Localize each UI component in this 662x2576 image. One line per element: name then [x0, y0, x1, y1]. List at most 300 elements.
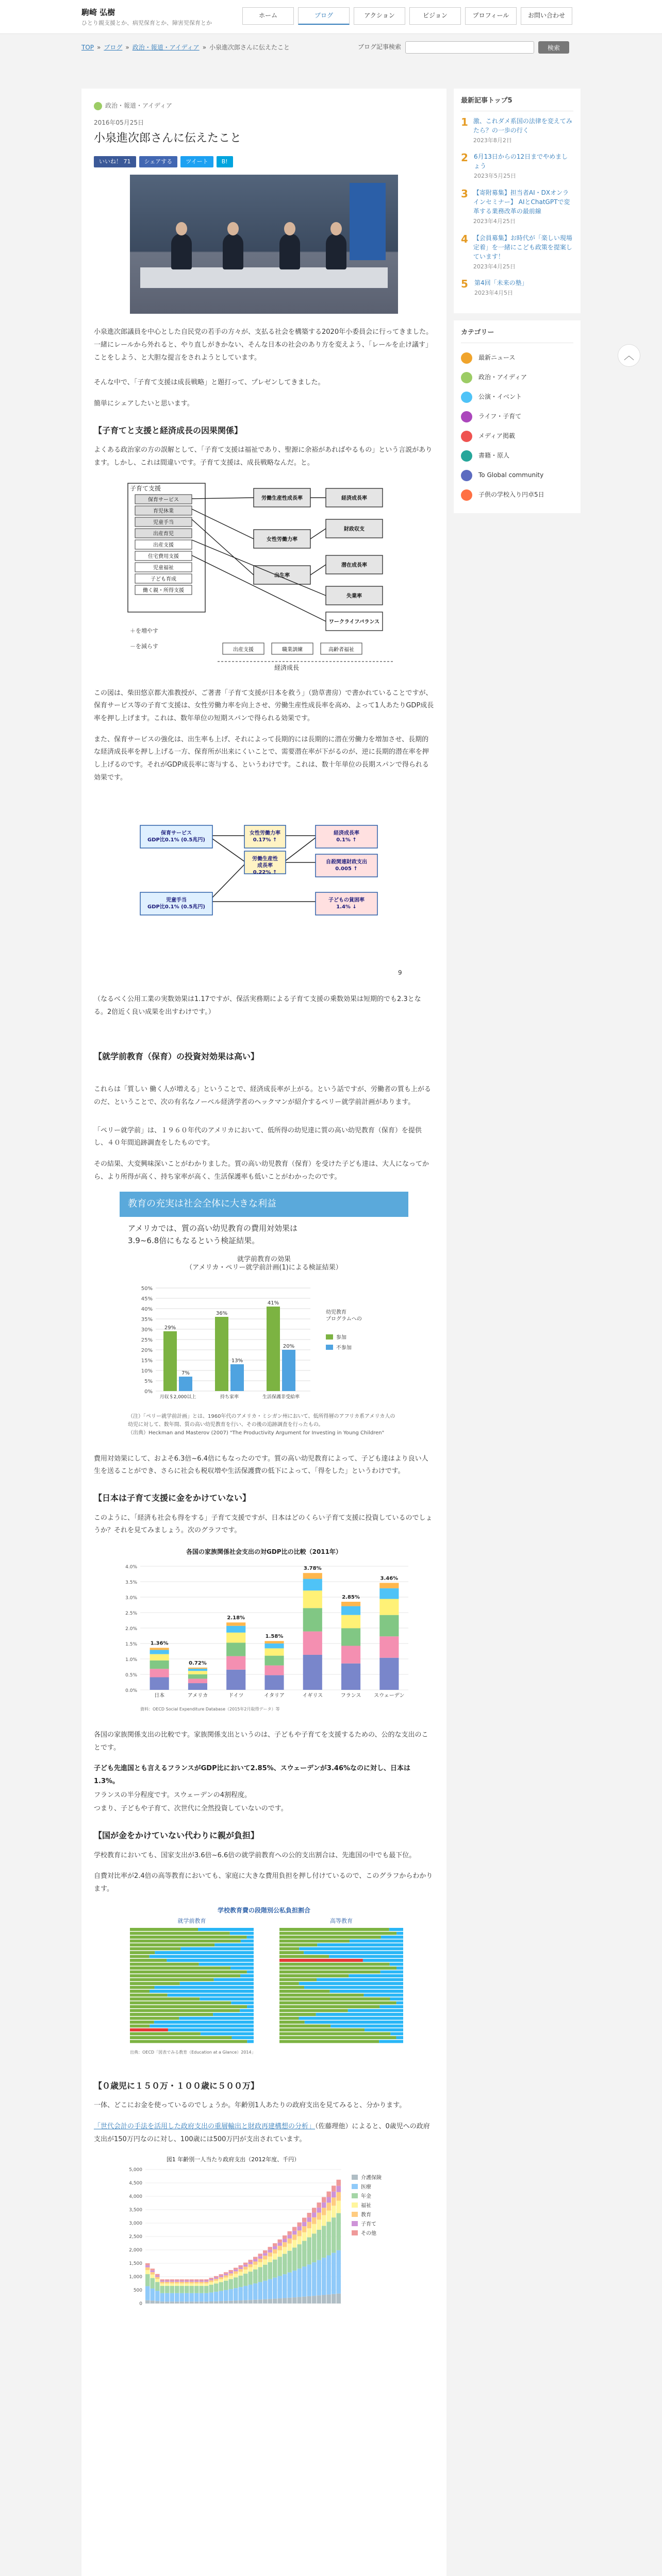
- bar-segment: [204, 2293, 209, 2301]
- bar-segment: [150, 1660, 169, 1669]
- bar-public: [279, 1943, 317, 1946]
- y-tick-label: 35%: [141, 1317, 153, 1323]
- bar-segment: [180, 2286, 185, 2293]
- legend-minus: －を減らす: [130, 642, 158, 650]
- bar-segment: [307, 2296, 312, 2303]
- multiplier-box-label: 0.17% ↑: [253, 837, 277, 843]
- bar-segment: [288, 2244, 292, 2251]
- breadcrumb-category[interactable]: 政治・報道・アイディア: [132, 44, 200, 51]
- bar-segment: [160, 2302, 165, 2304]
- bar-private: [201, 2032, 254, 2035]
- bar-segment: [194, 2280, 199, 2281]
- bar-segment: [253, 2269, 258, 2283]
- diagram-bottom-node: [321, 643, 362, 654]
- bar-segment: [239, 2267, 243, 2269]
- bar-segment: [180, 2293, 185, 2301]
- chart-title: 各国の家族関係社会支出の対GDP比の比較（2011年）: [186, 1548, 342, 1556]
- legend-swatch: [352, 2193, 358, 2198]
- bar-segment: [165, 2282, 170, 2283]
- facebook-share-button[interactable]: シェアする: [139, 156, 178, 167]
- bar-private: [199, 1962, 254, 1965]
- bar-segment: [312, 2213, 317, 2217]
- bar-segment: [283, 2235, 287, 2239]
- widget-title: カテゴリー: [461, 328, 573, 343]
- diagram-outcome: [326, 519, 383, 538]
- diagram-node: [135, 540, 192, 549]
- bar-public: [130, 1974, 240, 1977]
- bar-segment: [332, 2198, 336, 2206]
- bar-private: [179, 2016, 254, 2020]
- bar-segment: [297, 2297, 302, 2304]
- paragraph: つまり、子どもや子育て、次世代に全然投資していないのです。: [94, 1805, 288, 1813]
- category-item[interactable]: [461, 427, 573, 446]
- bar-segment: [258, 2257, 263, 2259]
- multiplier-box-label: 児童手当: [166, 897, 187, 904]
- y-tick-label: 0.5%: [125, 1673, 137, 1679]
- bar-private: [247, 1970, 254, 1973]
- bar-segment: [263, 2265, 268, 2281]
- y-tick-label: 5,000: [129, 2167, 142, 2173]
- bar-segment: [190, 2284, 194, 2286]
- bar-public: [130, 2021, 154, 2024]
- y-tick-label: 0%: [144, 1389, 153, 1395]
- bar-segment: [188, 1671, 207, 1674]
- bar-private: [305, 2021, 403, 2024]
- diagram-caption: 経済成長: [274, 664, 300, 671]
- diagram-outcome: [326, 488, 383, 507]
- bar-public: [279, 1978, 317, 1981]
- bar-segment: [209, 2285, 214, 2293]
- bar-segment: [278, 2250, 283, 2257]
- bar-segment: [170, 2282, 175, 2283]
- paragraph: その結果、大変興味深いことがわかりました。質の高い幼児教育（保育）を受けた子ども達は、大人になってから、より所得が高く、持ち家率が高く、生活保護率も低いことがわかったのです。: [94, 1160, 429, 1181]
- ranking-date: 2023年4月25日: [473, 217, 516, 225]
- bar-value-label: 3.46%: [380, 1575, 399, 1582]
- multiplier-box-label: 0.22% ↑: [253, 870, 277, 876]
- nav-contact[interactable]: お問い合わせ: [521, 7, 572, 25]
- paragraph: そんな中で、「子育て支援は成長戦略」と題打って、プレゼンしてきました。: [94, 379, 325, 387]
- blog-search: [358, 41, 569, 54]
- bar-segment: [278, 2276, 283, 2298]
- bar-segment: [160, 2281, 165, 2282]
- category-dot-icon: [461, 450, 472, 462]
- bar-segment: [200, 2302, 204, 2304]
- bar-segment: [303, 1590, 322, 1608]
- category-label[interactable]: メディア掲載: [478, 432, 516, 439]
- y-tick-label: 1.5%: [125, 1642, 137, 1648]
- bar-segment: [297, 2223, 302, 2227]
- category-label[interactable]: 書籍・原人: [478, 451, 510, 459]
- bar-private: [213, 2013, 254, 2016]
- x-tick-label: 持ち家率: [220, 1395, 239, 1400]
- category-item[interactable]: [461, 485, 573, 505]
- bar-private: [396, 2001, 403, 2004]
- bar-segment: [185, 2284, 189, 2286]
- bar-segment: [263, 2281, 268, 2299]
- category-label[interactable]: 政治・アイディア: [478, 373, 527, 381]
- bar-value-label: 29%: [164, 1325, 176, 1331]
- bar-private: [390, 2032, 403, 2035]
- bar-segment: [224, 2281, 228, 2290]
- category-widget: [454, 320, 581, 513]
- diagram-node-label: 育児休業: [153, 508, 174, 514]
- y-tick-label: 5%: [144, 1379, 153, 1385]
- bar-private: [299, 2016, 403, 2020]
- diagram-arrow: [192, 509, 254, 539]
- bar-segment: [145, 2270, 150, 2275]
- bar-segment: [243, 2263, 248, 2265]
- bar-segment: [185, 2281, 189, 2282]
- diagram-outcome-label: ワークライフバランス: [328, 619, 380, 625]
- bar-segment: [249, 2260, 253, 2262]
- bar-segment: [229, 2270, 234, 2272]
- rank-number: 4: [461, 232, 468, 245]
- bar-public: [279, 2001, 396, 2004]
- y-tick-label: 3,000: [129, 2221, 142, 2227]
- tweet-button[interactable]: ツイート: [180, 156, 213, 167]
- pagetop-button[interactable]: [618, 344, 640, 367]
- bar-segment: [204, 2282, 209, 2283]
- bar-segment: [302, 2218, 307, 2222]
- bar-segment: [239, 2265, 243, 2267]
- bar-segment: [341, 1646, 360, 1664]
- bar-segment: [145, 2286, 150, 2300]
- paragraph: 「ペリー就学前」は、１９６０年代のアメリカにおいて、低所得の幼児達に質の高い幼児教育（保育）を提供し、４０年間追跡調査をしたものです。: [94, 1126, 422, 1147]
- category-label[interactable]: 子供の学校入り円卓5日: [478, 490, 544, 498]
- photo-person: [171, 233, 192, 269]
- bar-public: [279, 1970, 380, 1973]
- bar-segment: [278, 2240, 283, 2243]
- bar-segment: [243, 2274, 248, 2286]
- sidebar: [454, 89, 581, 520]
- bar-segment: [303, 1655, 322, 1690]
- bar-private: [247, 2040, 254, 2043]
- bar-public: [279, 1959, 363, 1962]
- bar-segment: [209, 2282, 214, 2285]
- bar-public: [279, 2021, 305, 2024]
- bar-segment: [312, 2296, 317, 2304]
- bar-segment: [160, 2284, 165, 2286]
- nav-home[interactable]: ホーム: [242, 7, 294, 25]
- bar-segment: [268, 2257, 273, 2262]
- bar-segment: [151, 2270, 155, 2272]
- bar-private: [304, 1986, 403, 1989]
- bar-private: [231, 2001, 254, 2004]
- nav-action[interactable]: アクション: [354, 7, 405, 25]
- x-tick-label: イギリス: [302, 1693, 323, 1699]
- bar-public: [130, 1986, 155, 1989]
- bar-segment: [303, 1579, 322, 1591]
- diagram-outcome-label: 潜在成長率: [341, 562, 367, 568]
- ranking-item[interactable]: [461, 233, 573, 272]
- bar-segment: [327, 2197, 332, 2203]
- site-subtitle: ひとり親支援とか、病児保育とか、障害児保育とか: [81, 20, 212, 26]
- bar-segment: [151, 2289, 155, 2301]
- y-tick-label: 30%: [141, 1327, 153, 1333]
- bar-segment: [268, 2299, 273, 2304]
- bar-segment: [204, 2284, 209, 2286]
- ranking-item[interactable]: [461, 278, 573, 298]
- diagram-node-label: 出産育児: [153, 531, 174, 537]
- bar-private: [380, 1970, 403, 1973]
- section-heading: 【０歳児に１５０万・１００歳に５００万】: [94, 2080, 259, 2091]
- diagram-arrow: [310, 565, 326, 575]
- legend-swatch: [352, 2230, 358, 2235]
- bar-segment: [175, 2282, 179, 2283]
- bar-segment: [253, 2262, 258, 2265]
- brand[interactable]: [81, 6, 212, 28]
- category-item[interactable]: [461, 407, 573, 427]
- bar-segment: [188, 1668, 207, 1669]
- ranking-date: 2023年4月5日: [474, 290, 513, 297]
- bar-private: [247, 2005, 254, 2008]
- site-name[interactable]: 駒崎 弘樹: [81, 8, 115, 17]
- category-label[interactable]: 公演・イベント: [478, 393, 522, 400]
- bar-private: [168, 2028, 254, 2031]
- diagram-node: [135, 574, 192, 583]
- bar-segment: [288, 2251, 292, 2273]
- bar-value-label: 2.85%: [342, 1595, 360, 1601]
- x-tick-label: アメリカ: [187, 1693, 208, 1699]
- bar-segment: [175, 2281, 179, 2282]
- multiplier-box: [140, 825, 212, 848]
- bar-segment: [337, 2294, 341, 2303]
- bar-segment: [283, 2247, 287, 2254]
- bar-segment: [234, 2289, 238, 2301]
- ranking-title[interactable]: 【寄附募集】担当者AI・DXオンラインセミナー】 AIとChatGPTで変革する業務改革の最前線: [473, 189, 570, 215]
- diagram-outcome: [254, 488, 310, 507]
- slide-page-number: 9: [398, 969, 402, 977]
- y-tick-label: 4,500: [129, 2181, 142, 2187]
- bar-segment: [243, 2300, 248, 2303]
- panel-title: 高等教育: [330, 1917, 353, 1924]
- ranking-item[interactable]: [461, 188, 573, 226]
- facebook-like-button[interactable]: いいね！ 71: [94, 156, 136, 167]
- bar-public: [130, 1928, 198, 1931]
- bar-public: [130, 1951, 155, 1954]
- bar-value-label: 0.72%: [189, 1660, 207, 1666]
- y-tick-label: 50%: [141, 1286, 153, 1292]
- ranking-title[interactable]: 激、これダメ系国の法律を変えてみたら？の一歩の行く: [473, 117, 572, 134]
- x-tick-label: スウェーデン: [374, 1693, 405, 1699]
- y-tick-label: 1,000: [129, 2275, 142, 2280]
- bar-segment: [239, 2269, 243, 2272]
- ranking-date: 2023年4月25日: [473, 263, 516, 270]
- legend-label: 年金: [361, 2194, 371, 2200]
- bar-segment: [151, 2278, 155, 2289]
- bar-public: [130, 1943, 214, 1946]
- bar-segment: [307, 2265, 312, 2297]
- paragraph: 費用対効果にして、およそ6.3倍~6.4倍にもなったのです。質の高い幼児教育によって、子ども達はより良い人生を送ることができ、さらに社会も税収増や生活保護費の低下によって、「得をした」というわけです。: [94, 1454, 428, 1476]
- paragraph: （なるべく公用工業の実数効果は1.17ですが、保活実務期による子育て支援の乗数効果は短期的でも2.3となる。2倍近く良い成果を出すわけです。）: [94, 995, 421, 1016]
- bar-public: [279, 1997, 390, 2001]
- bar-segment: [145, 2263, 150, 2265]
- slide-lead: アメリカでは、質の高い幼児教育の費用対効果は 3.9~6.8倍にもなるという検証結果。: [128, 1224, 297, 1246]
- bar-value-label: 3.78%: [303, 1566, 322, 1572]
- bar-segment: [332, 2206, 336, 2218]
- article-main: [81, 89, 446, 2576]
- nav-profile[interactable]: プロフィール: [465, 7, 517, 25]
- diagram-outcome-label: 女性労働力率: [267, 536, 297, 543]
- bar-private: [390, 1997, 403, 2001]
- article-category-label[interactable]: 政治・報道・アイディア: [105, 102, 172, 109]
- search-button[interactable]: 検索: [538, 41, 569, 54]
- diagram-outcome-label: 経済成長率: [341, 495, 367, 501]
- bar-segment: [292, 2248, 297, 2271]
- bar-segment: [307, 2228, 312, 2238]
- bar-private: [396, 2036, 403, 2039]
- photo-head: [176, 222, 187, 235]
- bar-segment: [379, 1588, 399, 1599]
- ranking-date: 2023年8月2日: [473, 137, 512, 144]
- bar-segment: [229, 2276, 234, 2279]
- bar-public: [279, 2036, 396, 2039]
- bar-segment: [379, 1615, 399, 1637]
- chart-title: 図1 年齢別一人当たり政府支出（2012年度、千円）: [166, 2156, 300, 2163]
- bar-public: [130, 1997, 200, 2001]
- education-share-chart: [109, 1904, 419, 2059]
- multiplier-box: [316, 854, 377, 877]
- bar-segment: [249, 2267, 253, 2272]
- bar-segment: [180, 2280, 185, 2281]
- bar-segment: [239, 2272, 243, 2276]
- bar-private: [155, 1951, 254, 1954]
- diagram-node-label: 働く親・所得支援: [143, 587, 184, 594]
- breadcrumb-current: 小泉進次郎さんに伝えたこと: [209, 44, 290, 51]
- paragraph: 自費対比率が2.4倍の高等教育においても、家庭に大きな費用負担を押し付けているので、このグラフからわかります。: [94, 1872, 433, 1893]
- bar-private: [365, 2028, 403, 2031]
- section-heading: 【子育てと支援と経済成長の因果関係】: [94, 425, 243, 435]
- photo-person: [326, 233, 346, 269]
- bar-segment: [258, 2262, 263, 2267]
- bar-private: [349, 1974, 403, 1977]
- bar-public: [130, 2036, 231, 2039]
- multiplier-box-label: GDP比0.1% (0.5兆円): [147, 837, 205, 843]
- hatena-button[interactable]: B!: [217, 156, 233, 167]
- bar-segment: [341, 1606, 360, 1615]
- bar-segment: [160, 2282, 165, 2283]
- bar-public: [279, 2032, 390, 2035]
- bar-private: [329, 1955, 403, 1958]
- bar-segment: [283, 2275, 287, 2298]
- bar-segment: [263, 2260, 268, 2265]
- bar-private: [348, 2009, 403, 2012]
- legend-plus: ＋を増やす: [130, 627, 158, 634]
- breadcrumb-top[interactable]: TOP: [81, 44, 94, 51]
- bar-segment: [219, 2279, 224, 2282]
- bar-segment: [150, 1648, 169, 1650]
- causal-diagram: [120, 478, 408, 674]
- category-dot-icon: [461, 372, 472, 383]
- legend-swatch: [352, 2212, 358, 2217]
- bar-segment: [278, 2299, 283, 2304]
- bar-segment: [288, 2239, 292, 2244]
- bar-private: [155, 1986, 254, 1989]
- bar-public: [130, 2005, 247, 2008]
- category-label[interactable]: ライフ・子育て: [478, 412, 522, 420]
- category-item[interactable]: [461, 446, 573, 466]
- multiplier-box-label: 子どもの貧困率: [328, 897, 365, 904]
- bar-segment: [249, 2262, 253, 2264]
- bar-public: [279, 1967, 396, 1970]
- bar-value-label: 41%: [267, 1300, 279, 1307]
- bar-segment: [190, 2281, 194, 2282]
- bar-segment: [302, 2267, 307, 2297]
- bar-segment: [303, 1632, 322, 1655]
- category-item[interactable]: [461, 387, 573, 407]
- bar-segment: [297, 2231, 302, 2236]
- ranking-title[interactable]: 6月13日からの12日までやめましょう: [473, 153, 568, 170]
- y-tick-label: 10%: [141, 1368, 153, 1375]
- bar-private: [150, 2024, 254, 2027]
- bar-segment: [165, 2302, 170, 2304]
- bar-segment: [258, 2254, 263, 2257]
- bar-segment: [155, 2274, 160, 2276]
- source-link[interactable]: 「世代会計の手法を活用した政府支出の重層輸出と財政再建構想の分析」: [94, 2123, 316, 2131]
- bar-segment: [145, 2265, 150, 2267]
- category-item[interactable]: [461, 348, 573, 368]
- bar-private: [180, 1947, 254, 1950]
- rank-number: 5: [461, 278, 468, 291]
- category-item[interactable]: [461, 368, 573, 387]
- diagram-node-label: 保育サービス: [148, 497, 179, 503]
- bar-segment: [268, 2253, 273, 2257]
- bar-segment: [327, 2211, 332, 2222]
- ranking-item[interactable]: [461, 152, 573, 181]
- bar-segment: [224, 2301, 228, 2304]
- ranking-title[interactable]: 第4回「未来の塾」: [474, 279, 528, 287]
- bar-segment: [155, 2291, 160, 2301]
- panel-title: 就学前教育: [177, 1917, 206, 1924]
- nav-blog[interactable]: ブログ: [298, 7, 350, 25]
- bar-segment: [200, 2284, 204, 2286]
- bar-segment: [312, 2208, 317, 2213]
- article-category[interactable]: [94, 101, 434, 111]
- y-tick-label: 2,500: [129, 2234, 142, 2240]
- bar-private: [214, 1943, 254, 1946]
- multiplier-box-label: 成長率: [257, 863, 273, 869]
- search-input[interactable]: [405, 41, 534, 54]
- category-label[interactable]: 最新ニュース: [478, 353, 516, 361]
- article-photo: [130, 175, 398, 314]
- category-dot-icon: [461, 431, 472, 442]
- ranking-item[interactable]: [461, 116, 573, 145]
- ranking-title[interactable]: 【会員募集】お時代が「楽しい現場定着」を一緒にこども政策を提案しています！: [473, 234, 572, 260]
- legend-swatch: [326, 1345, 333, 1350]
- bar-segment: [337, 2250, 341, 2294]
- bar-segment: [322, 2258, 326, 2295]
- paragraph: この図は、柴田悠京都大准教授が、ご著書「子育て支援が日本を救う」（勁草書房）で書かれていることですが、保育サービス等の子育て支援は、女性労働力率を向上させ、労働生産性成長率を高め、よって1人あたりGDP成長率を押し上げます。これは、数年単位の短期スパンで得られる効果です。: [94, 689, 434, 722]
- bar-segment: [229, 2272, 234, 2274]
- breadcrumb-blog[interactable]: ブログ: [104, 44, 123, 51]
- bar-segment: [175, 2280, 179, 2281]
- bar-public: [130, 1993, 168, 1996]
- bar-segment: [209, 2281, 214, 2282]
- bar-segment: [268, 2250, 273, 2252]
- bar-segment: [327, 2203, 332, 2211]
- category-label[interactable]: To Global community: [478, 471, 544, 479]
- bar-segment: [263, 2250, 268, 2253]
- bar-public: [130, 2013, 213, 2016]
- diagram-node-label: 住宅費用支援: [148, 553, 179, 560]
- bar-segment: [234, 2270, 238, 2272]
- bar-private: [390, 1962, 403, 1965]
- diagram-bottom-node: [272, 643, 313, 654]
- nav-vision[interactable]: ビジョン: [409, 7, 461, 25]
- bar-segment: [224, 2278, 228, 2281]
- category-item[interactable]: [461, 466, 573, 485]
- bar-segment: [160, 2286, 165, 2293]
